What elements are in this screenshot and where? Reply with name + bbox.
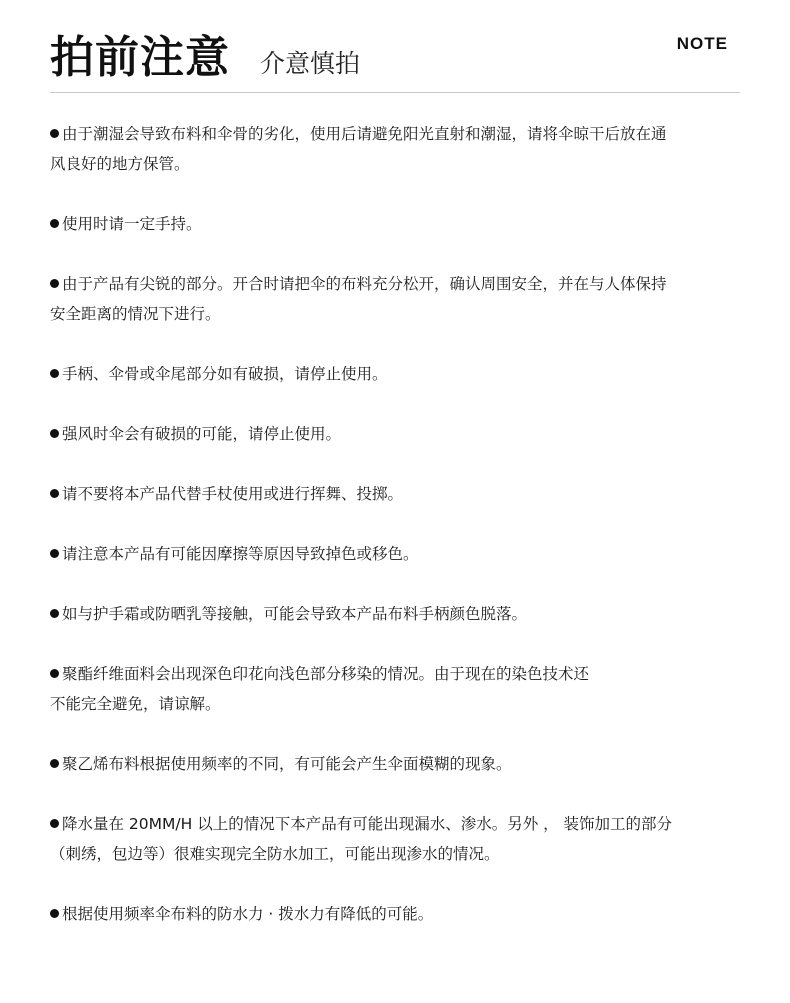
bullet-icon — [50, 819, 59, 828]
bullet-icon — [50, 489, 59, 498]
note-line: 安全距离的情况下进行。 — [50, 305, 221, 323]
note-item — [50, 599, 760, 629]
note-line: 降水量在 20MM/H 以上的情况下本产品有可能出现漏水、渗水。另外 ， 装饰加工的部分 — [62, 815, 673, 833]
bullet-icon — [50, 219, 59, 228]
bullet-icon — [50, 609, 59, 618]
note-item — [50, 209, 760, 239]
bullet-icon — [50, 369, 59, 378]
note-line: （刺绣，包边等）很难实现完全防水加工，可能出现渗水的情况。 — [50, 845, 500, 863]
note-line: 不能完全避免，请谅解。 — [50, 695, 221, 713]
note-item — [50, 359, 760, 389]
bullet-icon — [50, 429, 59, 438]
bullet-icon — [50, 909, 59, 918]
note-line: 手柄、伞骨或伞尾部分如有破损，请停止使用。 — [62, 365, 388, 383]
note-item — [50, 749, 760, 779]
note-line: 强风时伞会有破损的可能，请停止使用。 — [62, 425, 342, 443]
page-subtitle: 介意慎拍 — [260, 49, 361, 78]
note-line: 根据使用频率伞布料的防水力 · 拨水力有降低的可能。 — [62, 905, 434, 923]
notes-list — [50, 119, 760, 959]
page-title: 拍前注意 — [50, 32, 230, 83]
note-line: 由于潮湿会导致布料和伞骨的劣化，使用后请避免阳光直射和潮湿，请将伞晾干后放在通 — [62, 125, 667, 143]
bullet-icon — [50, 279, 59, 288]
note-item — [50, 479, 760, 509]
note-item — [50, 419, 760, 449]
bullet-icon — [50, 549, 59, 558]
note-line: 如与护手霜或防晒乳等接触，可能会导致本产品布料手柄颜色脱落。 — [62, 605, 528, 623]
bullet-icon — [50, 669, 59, 678]
note-line: 聚酯纤维面料会出现深色印花向浅色部分移染的情况。由于现在的染色技术还 — [62, 665, 590, 683]
note-item — [50, 809, 760, 869]
header-divider — [50, 92, 740, 93]
bullet-icon — [50, 759, 59, 768]
note-item — [50, 899, 760, 929]
note-item — [50, 659, 760, 719]
note-line: 请注意本产品有可能因摩擦等原因导致掉色或移色。 — [62, 545, 419, 563]
note-line: 请不要将本产品代替手杖使用或进行挥舞、投掷。 — [62, 485, 404, 503]
note-line: 风良好的地方保管。 — [50, 155, 190, 173]
note-line: 聚乙烯布料根据使用频率的不同，有可能会产生伞面模糊的现象。 — [62, 755, 512, 773]
note-item — [50, 119, 760, 179]
note-item — [50, 269, 760, 329]
bullet-icon — [50, 129, 59, 138]
note-item — [50, 539, 760, 569]
note-line: 使用时请一定手持。 — [62, 215, 202, 233]
note-label: NOTE — [676, 34, 728, 53]
note-line: 由于产品有尖锐的部分。开合时请把伞的布料充分松开，确认周围安全，并在与人体保持 — [62, 275, 667, 293]
page-header — [50, 28, 740, 88]
